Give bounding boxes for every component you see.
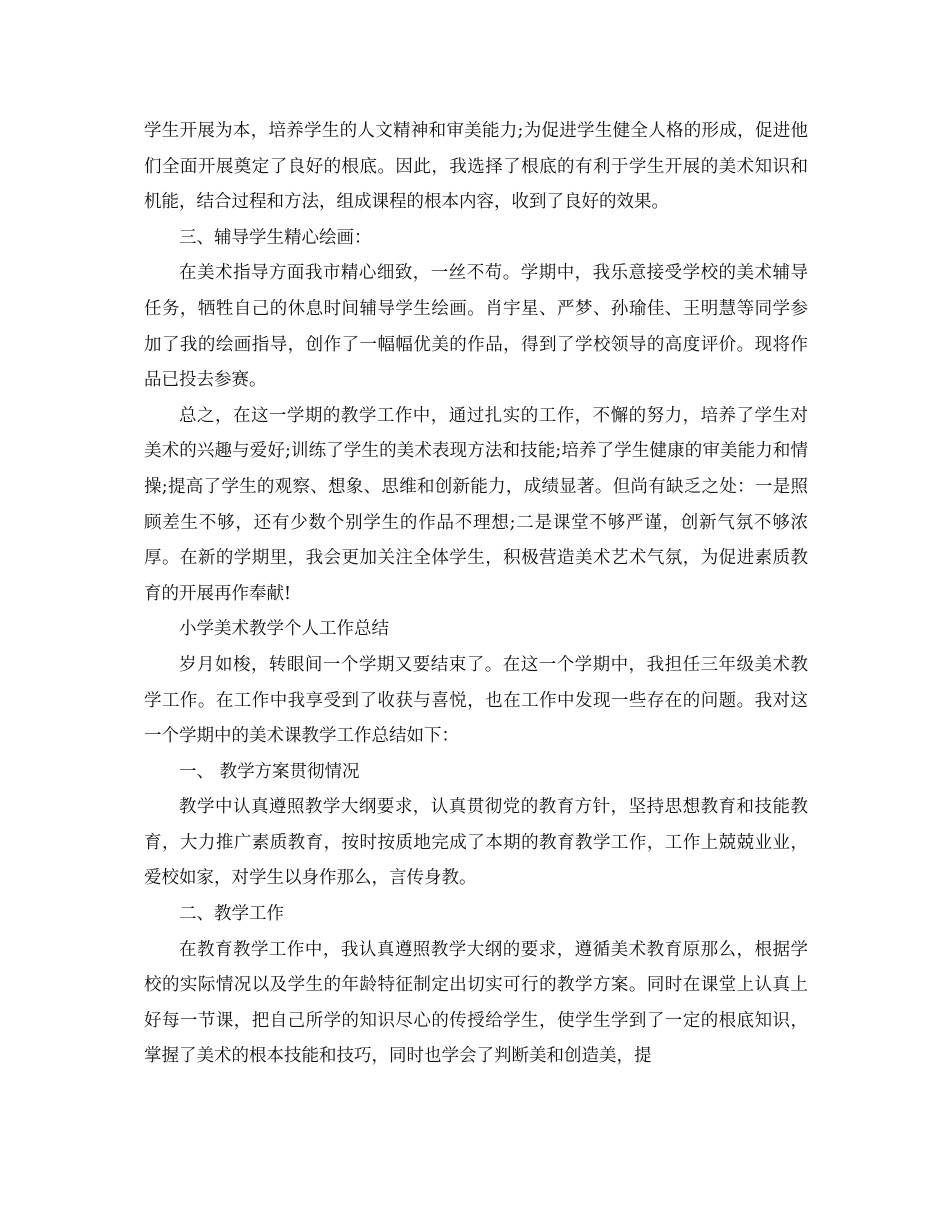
paragraph-1: 学生开展为本，培养学生的人文精神和审美能力;为促进学生健全人格的形成，促进他们全面开展奠定了良好的根底。因此，我选择了根底的有利于学生开展的美术知识和机能，结合过程和方法，组成课程的根本内容，收到了良好的效果。 [144,121,808,213]
section-heading-3: 三、辅导学生精心绘画： [179,227,372,248]
paragraph-6: 在教育教学工作中，我认真遵照教学大纲的要求，遵循美术教育原那么，根据学校的实际情况以及学生的年龄特征制定出切实可行的教学方案。同时在课堂上认真上好每一节课，把自己所学的知识尽心的传授给学生，使学生学到了一定的根底知识，掌握了美术的根本技能和技巧，同时也学会了判断美和创造美，提 [144,939,808,1067]
section-heading-1: 一、 教学方案贯彻情况 [179,761,360,782]
paragraph-4: 岁月如梭，转眼间一个学期又要结束了。在这一个学期中，我担任三年级美术教学工作。在工作中我享受到了收获与喜悦，也在工作中发现一些存在的问题。我对这一个学期中的美术课教学工作总结如下： [144,654,808,747]
paragraph-5: 教学中认真遵照教学大纲要求，认真贯彻党的教育方针，坚持思想教育和技能教育，大力推广素质教育，按时按质地完成了本期的教育教学工作，工作上兢兢业业，爱校如家，对学生以身作那么，言传身教。 [144,797,808,889]
document-title: 小学美术教学个人工作总结 [179,619,389,640]
paragraph-3: 总之，在这一学期的教学工作中，通过扎实的工作，不懈的努力，培养了学生对美术的兴趣与爱好;训练了学生的美术表现方法和技能;培养了学生健康的审美能力和情操;提高了学生的观察、想象、思维和创新能力，成绩显著。但尚有缺乏之处：一是照顾差生不够，还有少数个别学生的作品不理想;二是课堂不够严谨，创新气氛不够浓厚。在新的学期里，我会更加关注全体学生，积极营造美术艺术气氛，为促进素质教育的开展再作奉献! [144,405,808,604]
paragraph-2: 在美术指导方面我市精心细致，一丝不苟。学期中，我乐意接受学校的美术辅导任务，牺牲自己的休息时间辅导学生绘画。肖宇星、严梦、孙瑜佳、王明慧等同学参加了我的绘画指导，创作了一幅幅优美的作品，得到了学校领导的高度评价。现将作品已投去参赛。 [144,263,808,391]
section-heading-2: 二、教学工作 [179,904,284,925]
document-body [144,114,808,1075]
